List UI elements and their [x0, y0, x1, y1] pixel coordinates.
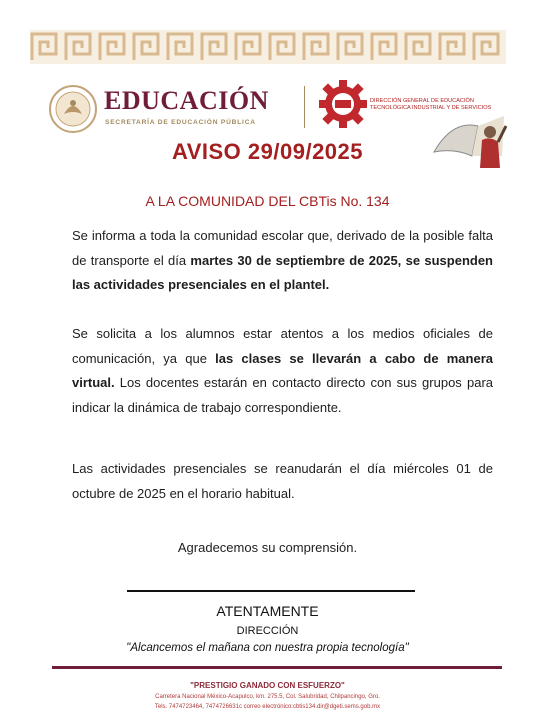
footer-divider — [52, 666, 502, 669]
footer-address: Carretera Nacional México-Acapulco, km. 275.5, Col. Salubridad, Chilpancingo, Gro. — [155, 694, 380, 700]
coat-of-arms-icon — [48, 84, 98, 134]
footer-slogan: "PRESTIGIO GANADO CON ESFUERZO" — [190, 681, 345, 690]
paragraph-virtual-tail: Los docentes estarán en contacto directo con sus grupos para indicar la dinámica de trabajo correspondiente. — [72, 375, 493, 415]
paragraph-suspension — [72, 224, 493, 298]
education-subtitle: SECRETARÍA DE EDUCACIÓN PÚBLICA — [105, 119, 256, 126]
paragraph-virtual-text: Se solicita a los alumnos estar atentos a los medios oficiales de comunicación, ya que — [72, 326, 493, 366]
closing: ATENTAMENTE — [216, 603, 319, 619]
dgeti-name-line1: DIRECCIÓN GENERAL DE EDUCACIÓN — [370, 98, 474, 104]
header-divider — [304, 86, 305, 128]
notice-recipient: A LA COMUNIDAD DEL CBTis No. 134 — [145, 193, 390, 209]
paragraph-suspension-text: Se informa a toda la comunidad escolar que, derivado de la posible falta de transporte el día — [72, 228, 493, 268]
paragraph-virtual — [72, 322, 493, 420]
footer-contact: Tels. 7474723464, 7474726631c correo electrónico:cbtis134.dir@dgeti.sems.gob.mx — [154, 704, 381, 710]
thanks-line: Agradecemos su comprensión. — [177, 540, 358, 555]
notice-title: AVISO 29/09/2025 — [171, 139, 364, 164]
dgeti-gear-icon — [319, 78, 367, 130]
paragraph-suspension-bold: martes 30 de septiembre de 2025, se suspenden las actividades presenciales en el plantel. — [72, 252, 493, 292]
dgeti-name-line2: TECNOLÓGICA INDUSTRIAL Y DE SERVICIOS — [370, 105, 492, 111]
institution-motto: "Alcancemos el mañana con nuestra propia tecnología" — [126, 642, 409, 654]
paragraph-virtual-bold: las clases se llevarán a cabo de manera virtual. — [72, 350, 493, 390]
greca-banner — [30, 30, 506, 64]
signature-line — [127, 590, 415, 592]
education-title: EDUCACIÓN — [104, 86, 269, 115]
dgeti-name — [370, 98, 505, 112]
paragraph-resume: Las actividades presenciales se reanudarán el día miércoles 01 de octubre de 2025 en el horario habitual. — [72, 461, 493, 501]
signature-office: DIRECCIÓN — [236, 625, 299, 637]
